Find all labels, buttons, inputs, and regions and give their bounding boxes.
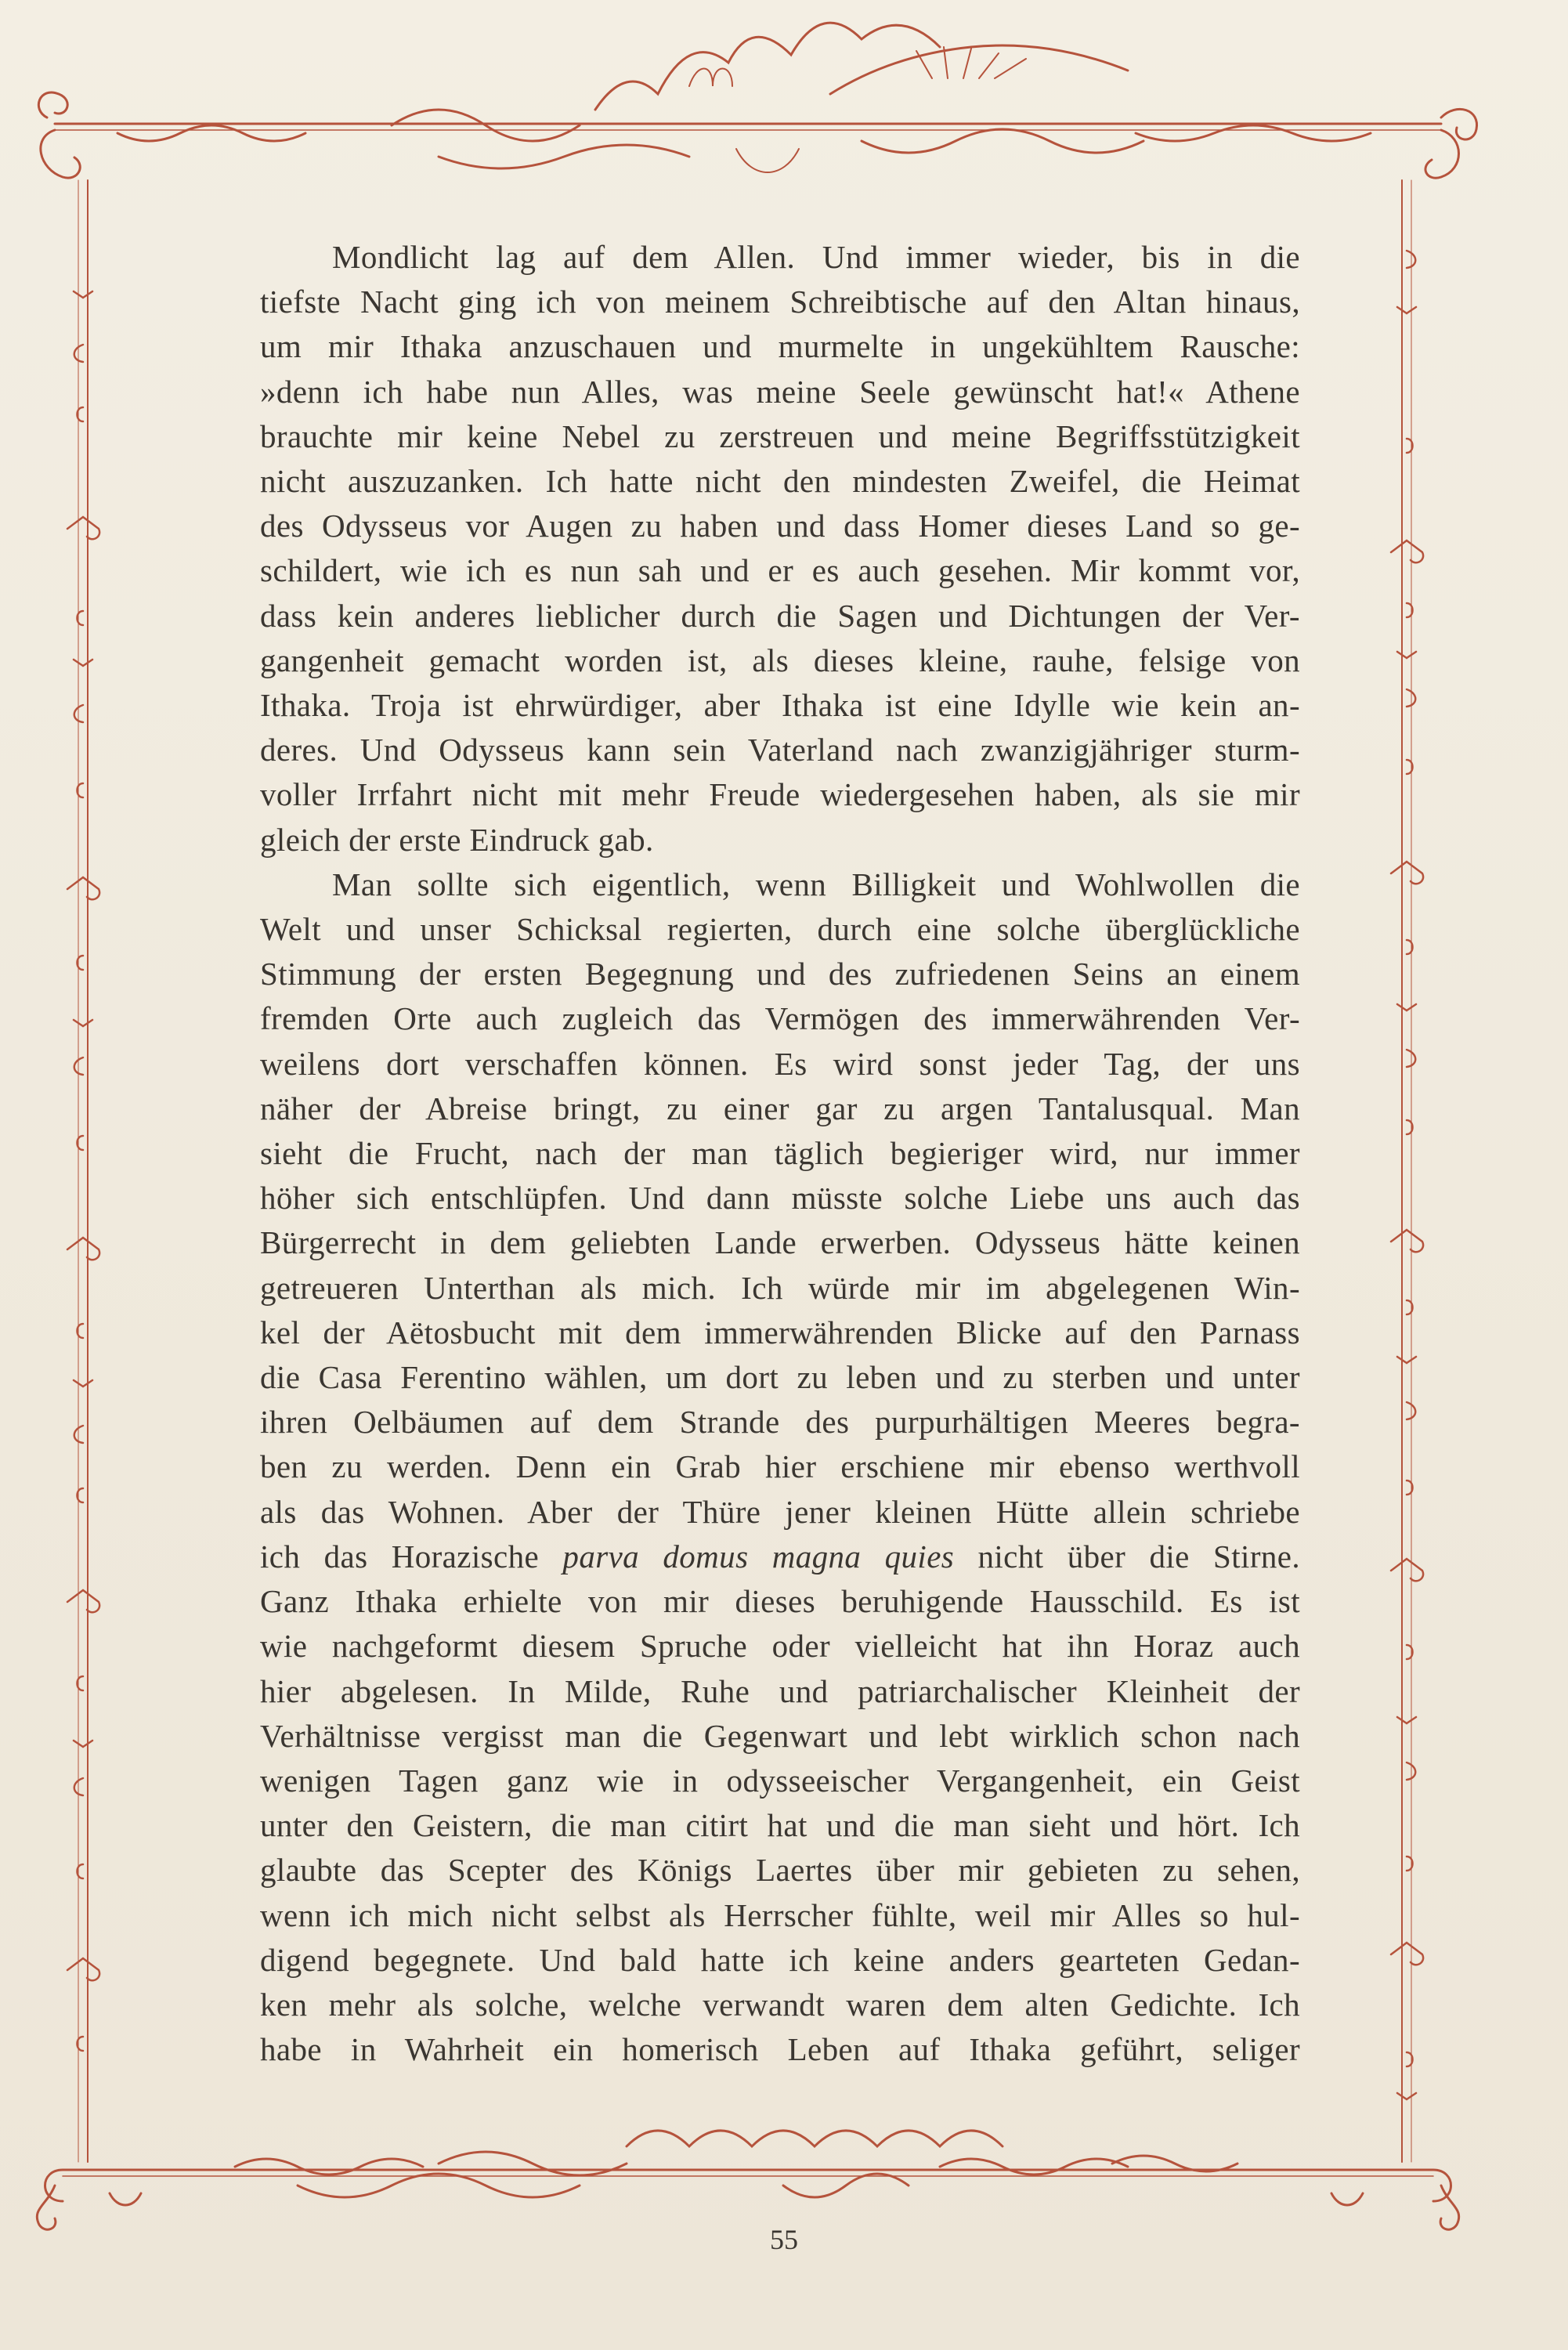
text-line: deres. Und Odysseus kann sein Vaterland nach zwanzigjähriger sturm- <box>260 732 1300 768</box>
top-garland <box>117 23 1371 168</box>
text-line: ken mehr als solche, welche verwandt waren dem alten Gedichte. Ich <box>260 1986 1300 2023</box>
text-line: Ithaka. Troja ist ehrwürdiger, aber Ithaka ist eine Idylle wie kein an- <box>260 687 1300 724</box>
italic-line-suffix: nicht über die Stirne. <box>977 1538 1301 1574</box>
body-text <box>188 235 1300 2072</box>
text-line: um mir Ithaka anzuschauen und murmelte in ungekühltem Rausche: <box>260 328 1300 365</box>
text-line: kel der Aëtosbucht mit dem immerwährenden Blicke auf den Parnass <box>260 1314 1300 1350</box>
latin-quote: parva domus magna quies <box>562 1538 955 1574</box>
text-line: brauchte mir keine Nebel zu zerstreuen und meine Begriffsstützigkeit <box>260 418 1300 454</box>
text-line: höher sich entschlüpfen. Und dann müsste solche Liebe uns auch das <box>260 1180 1300 1217</box>
text-line: Ganz Ithaka erhielte von mir dieses beruhigende Hausschild. Es ist <box>260 1583 1300 1620</box>
text-line: des Odysseus vor Augen zu haben und dass Homer dieses Land so ge- <box>260 508 1300 544</box>
text-line: Stimmung der ersten Begegnung und des zufriedenen Seins an einem <box>260 956 1300 992</box>
text-line: voller Irrfahrt nicht mit mehr Freude wiedergesehen haben, als sie mir <box>260 776 1300 813</box>
text-line: gangenheit gemacht worden ist, als dieses kleine, rauhe, felsige von <box>260 642 1300 678</box>
paragraph-2 <box>188 862 1300 2072</box>
text-line: wenn ich mich nicht selbst als Herrscher fühlte, weil mir Alles so hul- <box>260 1896 1300 1933</box>
text-line: dass kein anderes lieblicher durch die Sagen und Dichtungen der Ver- <box>260 597 1300 634</box>
text-line: nicht auszuzanken. Ich hatte nicht den mindesten Zweifel, die Heimat <box>260 463 1300 500</box>
text-line: tiefste Nacht ging ich von meinem Schreibtische auf den Altan hinaus, <box>260 284 1300 320</box>
text-line: hier abgelesen. In Milde, Ruhe und patriarchalischer Kleinheit der <box>260 1672 1300 1709</box>
italic-line-prefix: ich das Horazische <box>260 1538 540 1574</box>
text-line: »denn ich habe nun Alles, was meine Seele gewünscht hat!« Athene <box>260 373 1300 410</box>
text-line: unter den Geistern, die man citirt hat und die man sieht und hört. Ich <box>260 1807 1300 1844</box>
page-number: 55 <box>770 2224 798 2255</box>
text-line: Bürgerrecht in dem geliebten Lande erwerben. Odysseus hätte keinen <box>260 1224 1300 1261</box>
paragraph-1 <box>188 235 1300 862</box>
text-line: wenigen Tagen ganz wie in odysseeischer Vergangenheit, ein Geist <box>260 1762 1300 1799</box>
text-line: Mondlicht lag auf dem Allen. Und immer wieder, bis in die <box>332 239 1300 275</box>
bottom-left-corner-scroll <box>37 2170 141 2229</box>
text-line: als das Wohnen. Aber der Thüre jener kleinen Hütte allein schriebe <box>260 1493 1300 1530</box>
text-line: sieht die Frucht, nach der man täglich begieriger wird, nur immer <box>260 1135 1300 1172</box>
text-line: fremden Orte auch zugleich das Vermögen des immerwährenden Ver- <box>260 1000 1300 1037</box>
text-line: die Casa Ferentino wählen, um dort zu leben und zu sterben und unter <box>260 1359 1300 1396</box>
text-line: ben zu werden. Denn ein Grab hier erschiene mir ebenso werthvoll <box>260 1448 1300 1485</box>
text-line: wie nachgeformt diesem Spruche oder vielleicht hat ihn Horaz auch <box>260 1628 1300 1665</box>
text-line: getreueren Unterthan als mich. Ich würde mir im abgelegenen Win- <box>260 1269 1300 1306</box>
top-right-corner-scroll <box>1425 109 1477 178</box>
text-line-with-italic <box>188 1535 1300 1579</box>
text-line: Verhältnisse vergisst man die Gegenwart und lebt wirklich schon nach <box>260 1717 1300 1754</box>
bottom-right-corner-scroll <box>1331 2170 1459 2229</box>
text-line: glaubte das Scepter des Königs Laertes über mir gebieten zu sehen, <box>260 1852 1300 1889</box>
text-line: weilens dort verschaffen können. Es wird sonst jeder Tag, der uns <box>260 1045 1300 1082</box>
text-line: ihren Oelbäumen auf dem Strande des purpurhältigen Meeres begra- <box>260 1404 1300 1441</box>
text-line: näher der Abreise bringt, zu einer gar zu argen Tantalusqual. Man <box>260 1090 1300 1126</box>
top-left-corner-scroll <box>38 92 80 178</box>
bottom-garland <box>235 2131 1237 2197</box>
text-line: habe in Wahrheit ein homerisch Leben auf Ithaka geführt, seliger <box>260 2031 1300 2068</box>
left-border-motifs <box>67 291 99 2051</box>
text-line: digend begegnete. Und bald hatte ich keine anders gearteten Gedan- <box>260 1941 1300 1978</box>
right-border-motifs <box>1391 251 1423 2099</box>
text-line: Man sollte sich eigentlich, wenn Billigkeit und Wohlwollen die <box>332 866 1300 902</box>
text-line: gleich der erste Eindruck gab. <box>260 821 654 858</box>
text-line: schildert, wie ich es nun sah und er es auch gesehen. Mir kommt vor, <box>260 552 1300 589</box>
text-line: Welt und unser Schicksal regierten, durch eine solche überglückliche <box>260 911 1300 948</box>
